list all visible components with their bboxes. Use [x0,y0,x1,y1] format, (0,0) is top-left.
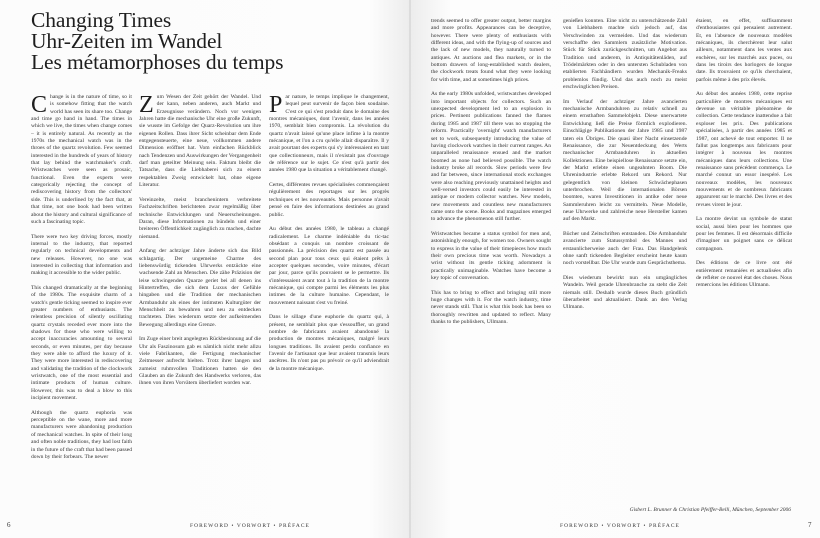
page-title [31,10,391,73]
paragraph: Bücher und Zeitschriften entstanden. Die Armbanduhr avancierte zum Statussymbol des Mannes und erstaunlicherweise auch der Frau. Das Handgelenk ohne sanft tickenden Begleiter erscheint heute kaum noch vorstellbar. Die Uhr wurde zum Gesprächsthema. [563,230,687,267]
paragraph-text: hange is in the nature of time, so it is somehow fitting that the watch world has seen its share too. Change and time go hand in hand. The times in which we live, the times when change comes – it is entirely natural. As recently as the 1970s the mechanical watch was in the throes of the quartz revolution. Few seemed interested in the hundreds of years of history that lay behind the watchmaker's craft. Wristwatches were seen as prosaic, functional. Even the experts were categorically rejecting the concept of rediscovering history from the collectors' side. This is underlined by the fact that, at that time, not one book had been written about the history and cultural significance of such a fascinating topic. [31,94,132,225]
page-number-right: 7 [808,521,812,529]
column-german-1 [139,94,261,530]
drop-cap: C [31,94,48,118]
column-french-2 [696,18,792,518]
paragraph: Im Zuge einer breit angelegten Rückbesinnung auf die Uhr als Faszinosum gab es nämlich nicht mehr allzu viele Fabrikanten, die Fertigung mechanischer Zeitmesser aufrecht hielten. Trotz ihrer langen und zumeist ruhmvollen Traditionen hatten sie den Glauben an die Zukunft des Handwerks verloren, das ihnen von ihren Vorvätern überliefert worden war. [139,336,261,387]
drop-cap: Z [139,94,154,118]
paragraph: As the early 1980s unfolded, wristwatches developed into important objects for collectors. Such an unexpected development led to an explosion in prices. Pertinent publications fanned the flames during 1985 and 1987 till there was no stopping the reform. Practically 'overnight' watch manufacturers set to work, subsequently introducing the value of having clockwork watches in their current ranges. An unparalleled renaissance ensued and the market boomed as none had believed possible. The watch industry broke all records. Slow periods were few and far between, since international stock exchanges were also reaching previously unattained heights and well-versed investors could easily be interested in antique or modern collector watches. New models, new movements and countless new manufacturers came onto the scene. Books and magazines emerged to advance the phenomenon still further. [431,91,551,223]
drop-cap: P [269,94,283,118]
paragraph: La montre devint un symbole de statut social, aussi bien pour les hommes que pour les femmes. Il est désormais difficile d'imaginer un poignet sans ce délicat compagnon. [696,216,792,252]
paragraph: Dans le sillage d'une euphorie du quartz qui, à présent, ne semblait plus que s'essouffler, un grand nombre de fabricants avaient abandonné la production de montres mécaniques, malgré leurs longues traditions. Ils avaient perdu confiance en l'avenir de l'artisanat que leur avaient transmis leurs ancêtres. Ils n'ont pas pu prévoir ce qu'il adviendrait de la montre mécanique. [269,314,389,372]
paragraph: This changed dramatically at the beginning of the 1980s. The exquisite charm of a watch's gentle ticking seemed to inspire ever greater numbers of enthusiasts. The relentless precision of silently oscillating quartz crystals receded ever more into the shadows for those who were willing to accept inaccuracies amounting to several seconds, or even minutes, per day because they were able to afford the luxury of it. They were more interested in rediscovering and validating the tradition of the clockwork wristwatch, one of the most essential and intimate products of human culture. However, this was to deal a blow to this incipient movement. [31,284,132,402]
paragraph: Im Verlauf der achtziger Jahre avancierten mechanische Armbanduhren zu relativ schnell zu einem ernsthaften Sammelobjekt. Diese unerwartete Entwicklung ließ die Preise förmlich explodieren. Einschlägige Publikationen der Jahre 1985 und 1987 taten ein Übriges. Die quasi über Nacht einsetzende Renaissance, die zur Neuentdeckung des Werts mechanischer Armbanduhren in aktuellen Kollektionen. Eine beispiellose Renaissance setzte ein, der Markt erlebte einen ungeahnten Boom. Die Uhrenindustrie erlebte Rekord um Rekord. Nur gelegentlich von kleinen Schwächephasen unterbrochen. Weil die internationalen Börsen boomten, waren Investitionen in antike oder neue Sammleruhren leicht zu vermitteln. Neue Modelle, neue Uhrwerke und zahlreiche neue Hersteller kamen auf den Markt. [563,98,687,223]
page-gutter [409,0,411,538]
title-french: Les métamorphoses du temps [31,50,284,74]
paragraph: This has to bring to effect and bringing still more huge changes with it. For the watch industry, time never stands still. That is what this book has been so thoroughly rewritten and updated to reflect. Many thanks to the publishers, Ullmann. [431,289,551,326]
column-german-2 [563,18,687,518]
title-english: Changing Times [31,8,172,32]
column-french-1 [269,94,389,530]
paragraph-text: um Wesen der Zeit gehört der Wandel. Und der kann, neben anderen, auch Markt und Erzeugnisse verändern. Noch vor wenigen Jahren hatte die mechanische Uhr eine große Zukunft, sie wusste im Gefolge der Quarz-Revolution um ihre eigenen Rollen. Dass ihrer Sicht scheinbar dem Ende entgegensteuerte, eine neue, vollkommen andere Dimension eröffnet hat. Vom einfachen Rückblick nach Tendenzen und Auswirkungen der Vergangenheit darf man geteilter Meinung sein. Faktum bleibt die Tatsache, dass die Liebhaberei sich zu einem respektablen Zweig entwickelt hat, ohne eigene Literatur. [139,94,261,189]
author-signature: Gisbert L. Brunner & Christian Pfeiffer-Belli, München, September 2006 [629,507,791,513]
paragraph: Au début des années 1980, cette reprise particulière de montres mécaniques est devenue un véritable phénomène de collection. Cette tendance inattendue a fait exploser les prix. Des publications spécialisées, à partir des années 1985 et 1987, ont achevé de tout emporter. Il ne fallut pas longtemps aux fabricants pour intégrer à nouveau les montres mécaniques dans leurs collections. Une renaissance sans précédent commença. Le marché connut un essor inespéré. Les nouveaux modèles, les nouveaux mouvements et de nombreux fabricants apparurent sur le marché. Des livres et des revues virent le jour. [696,91,792,208]
paragraph [269,94,389,175]
paragraph: trends seemed to offer greater output, better margins and more profits. Appearances can be deceptive, however. There were plenty of enthusiasts with different ideas, and with the flying-up of sources and the lack of new models, they naturally turned to antiques. At auctions and flea markets, or in the bottom drawers of long-established watch dealers, the clockwork treats found what they were looking for with time, and at sometimes high prices. [431,18,551,83]
paragraph: Certes, différentes revues spécialisées commençaient régulièrement des reportages sur les progrès techniques et les nouveautés. Mais personne n'avait pensé en faire des informations destinées au grand public. [269,182,389,218]
paragraph: Dies wiederum bewirkt nun ein umgängliches Wandeln. Weil gerade Uhrenbranche zu steht die Zeit niemals still. Deshalb wurde dieses Buch gründlich überarbeitet und aktualisiert. Dank an den Verlag Ullmann. [563,275,687,311]
paragraph: Vereinzelte, meist branchenintern verbreitete Fachzeitschriften berichteten zwar regelmäßig über technische Entwicklungen und Neuerscheinungen. Daran, diese Informationen zu bündeln und einer breiteren Öffentlichkeit zugänglich zu machen, dachte niemand. [139,196,261,240]
page-number-left: 6 [7,521,11,529]
paragraph: Anfang der achtziger Jahre änderte sich das Bild schlagartig. Der ungemeine Charme des liebenswürdig tickenden Uhrwerks entzückte eine wachsende Zahl an Menschen. Die zähe Präzision der leise schwingenden Quarze geriet bei all denen ins Hintertreffen, die sich dem Luxus der Gefühle hingaben und die Tradition der mechanischen Armbanduhr als eines der intimsten Kulturgüter der Menschheit zu bewahren und neu zu entdecken trachteten. Dies wiederum setzte der aufkeimenden Bewegung allerdings eine Grenze. [139,248,261,328]
paragraph: Although the quartz euphoria was perceptible on the wane, more and more manufacturers were abandoning production of mechanical watches. In spite of their long and often noble traditions, they had lost faith in the future of the craft that had been passed down by their forbears. The newer [31,409,132,460]
paragraph [31,94,132,226]
paragraph: Wristwatches became a status symbol for men and, astonishingly enough, for women too. Owners sought to express in the value of their timepieces how much their own precious time was worth. Nowadays a wrist without its gentle ticking adornment is practically unimaginable. Watches have become a key topic of conversation. [431,230,551,282]
paragraph-text: ar nature, le temps implique le changement, lequel peut survenir de façon bien soudaine. C'est ce qui s'est produit dans le domaine des montres mécaniques, dont l'avenir, dans les années 1970, semblait bien compromis. La révolution du quartz n'avait laissé qu'une place infime à la montre mécanique, et l'on a cru qu'elle allait disparaître. Il y avait pourtant des experts qui s'y intéressaient en tant que collectionneurs, mais il n'existait pas d'ouvrage de référence sur le sujet. Ce n'est qu'à partir des années 1980 que la situation a véritablement changé. [269,94,389,174]
paragraph: There were two key driving forces, mostly internal to the industry, that reported regularly on technical developments and new releases. However, no one was interested in collecting that information and making it accessible to the wider public. [31,233,132,277]
paragraph [139,94,261,189]
paragraph: Des éditions de ce livre ont été entièrement remaniées et actualisées afin de refléter ce nouvel état des choses. Nous remercions les éditions Ullmann. [696,260,792,289]
title-german: Uhr-Zeiten im Wandel [31,29,223,53]
paragraph: étaient, en effet, suffisamment d'enthousiastes qui pensaient autrement. Et, en l'absence de nouveaux modèles mécaniques, ils cherchèrent leur salut ailleurs, notamment dans les ventes aux enchères, sur les marchés aux puces, ou dans les tiroirs des horlogers de longue date. Ils trouvaient ce qu'ils cherchaient, parfois même à des prix élevés. [696,18,792,83]
column-english-1 [31,94,132,530]
running-footer-left: FOREWORD • VORWORT • PRÉFACE [190,523,310,529]
paragraph: Au début des années 1980, le tableau a changé radicalement. Le charme indéniable du tic-tac obsédant a conquis un nombre croissant de passionnés. La précision des quartz est passée au second plan pour tous ceux qui étaient prêts à accepter quelques secondes, voire minutes, d'écart par jour, parce qu'ils pouvaient se le permettre. Ils s'intéressaient avant tout à la tradition de la montre mécanique, qui compte parmi les éléments les plus intimes de la culture humaine. Cependant, le mouvement naissant s'est vu freiné. [269,226,389,306]
column-english-2 [431,18,551,518]
running-footer-right: FOREWORD • VORWORT • PRÉFACE [560,523,680,529]
paragraph: genießen konnten. Eine nicht zu unterschätzende Zahl von Liebhabern machte sich jedoch auf, das Verschwinden zu vermeiden. Und das wiederum verschaffte den Sammlern zusätzliche Motivation. Stück für Stück zurückgeschnitten, um Angebot aus Tradition und anderem, in Antiquitätenläden, auf Trödelmärkten oder in den untersten Schubladen von etablierten Fachhändlern wurden Mechanik-Freaks problemlos fündig. Und das auch noch zu meist erschwinglichen Preisen. [563,18,687,91]
